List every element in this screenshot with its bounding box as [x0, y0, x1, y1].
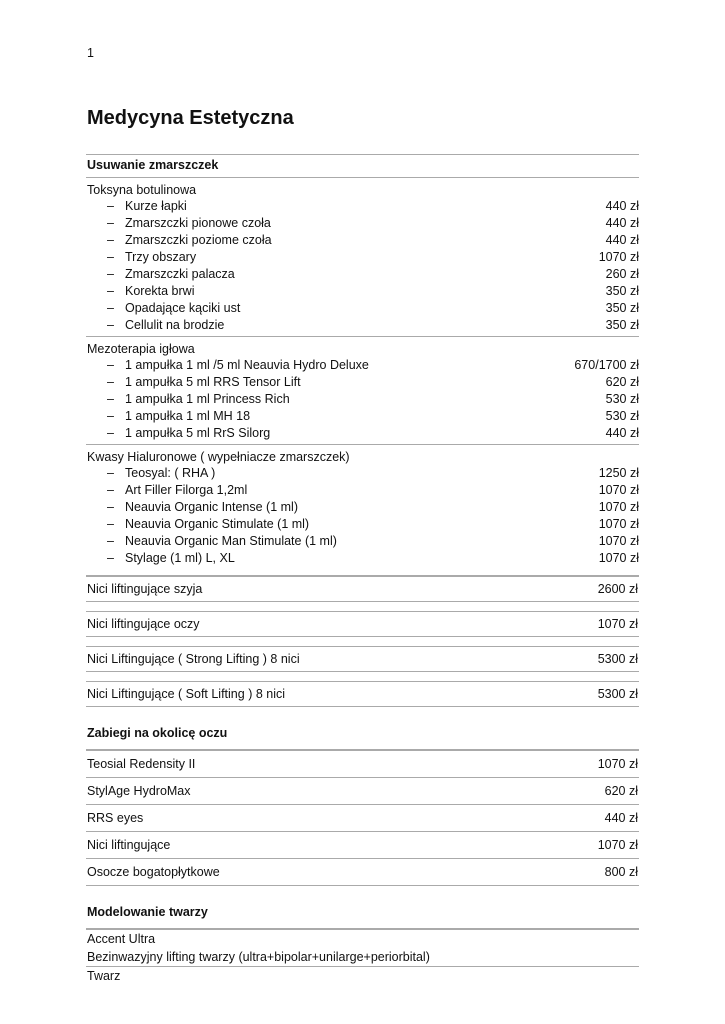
- dash-bullet-icon: –: [107, 466, 114, 480]
- item-label: Kurze łapki: [125, 199, 187, 213]
- row-price: 1070 zł: [597, 838, 638, 852]
- row-label: Nici liftingujące oczy: [87, 617, 200, 631]
- item-label: Zmarszczki palacza: [125, 267, 235, 281]
- row-spacer: [86, 602, 639, 612]
- row-price: 1070 zł: [597, 757, 638, 771]
- list-item: [86, 249, 639, 266]
- item-price: 350 zł: [605, 301, 639, 315]
- row-label: RRS eyes: [87, 811, 144, 825]
- dash-bullet-icon: –: [107, 216, 114, 230]
- list-item: [86, 516, 639, 533]
- list-item: [86, 215, 639, 232]
- section-heading-wrinkles: Usuwanie zmarszczek: [86, 154, 639, 178]
- dash-bullet-icon: –: [107, 517, 114, 531]
- list-item: [86, 425, 639, 442]
- list-item: [86, 266, 639, 283]
- group-hyaluronic: [86, 445, 639, 576]
- face-line: Accent Ultra: [87, 932, 156, 946]
- dash-bullet-icon: –: [107, 318, 114, 332]
- list-item: [86, 317, 639, 334]
- price-row: [86, 805, 639, 832]
- group-title: Kwasy Hialuronowe ( wypełniacze zmarszczek): [87, 450, 350, 464]
- group-mesotherapy: [86, 337, 639, 445]
- item-label: 1 ampułka 5 ml RrS Silorg: [125, 426, 271, 440]
- item-price: 620 zł: [605, 375, 639, 389]
- item-label: 1 ampułka 1 ml MH 18: [125, 409, 251, 423]
- list-item: [86, 198, 639, 215]
- dash-bullet-icon: –: [107, 284, 114, 298]
- price-list: [86, 154, 639, 985]
- item-price: 440 zł: [605, 199, 639, 213]
- dash-bullet-icon: –: [107, 301, 114, 315]
- item-price: 1070 zł: [598, 483, 639, 497]
- list-item: [86, 357, 639, 374]
- list-item: [86, 300, 639, 317]
- dash-bullet-icon: –: [107, 483, 114, 497]
- dash-bullet-icon: –: [107, 551, 114, 565]
- item-label: 1 ampułka 1 ml Princess Rich: [125, 392, 290, 406]
- row-price: 440 zł: [604, 811, 638, 825]
- item-label: Cellulit na brodzie: [125, 318, 225, 332]
- dash-bullet-icon: –: [107, 250, 114, 264]
- item-price: 1070 zł: [598, 250, 639, 264]
- item-price: 260 zł: [605, 267, 639, 281]
- eyes-rows: [86, 751, 639, 886]
- item-price: 1250 zł: [598, 466, 639, 480]
- dash-bullet-icon: –: [107, 426, 114, 440]
- item-label: Opadające kąciki ust: [125, 301, 241, 315]
- dash-bullet-icon: –: [107, 534, 114, 548]
- botox-item-list: [86, 198, 639, 334]
- dash-bullet-icon: –: [107, 358, 114, 372]
- list-item: [86, 374, 639, 391]
- dash-bullet-icon: –: [107, 392, 114, 406]
- item-price: 1070 zł: [598, 517, 639, 531]
- price-row: [86, 778, 639, 805]
- row-price: 5300 zł: [597, 687, 638, 701]
- group-title: Toksyna botulinowa: [87, 183, 197, 197]
- item-label: Korekta brwi: [125, 284, 195, 298]
- list-item: [86, 499, 639, 516]
- item-label: Neauvia Organic Intense (1 ml): [125, 500, 298, 514]
- row-spacer: [86, 672, 639, 682]
- item-label: Zmarszczki poziome czoła: [125, 233, 272, 247]
- price-row: [86, 859, 639, 886]
- price-row: [86, 612, 639, 637]
- item-label: 1 ampułka 5 ml RRS Tensor Lift: [125, 375, 301, 389]
- section-heading-face: Modelowanie twarzy: [86, 902, 639, 929]
- face-line: Bezinwazyjny lifting twarzy (ultra+bipolar+unilarge+periorbital): [86, 948, 639, 967]
- row-label: Nici liftingujące szyja: [87, 582, 203, 596]
- item-label: 1 ampułka 1 ml /5 ml Neauvia Hydro Deluxe: [125, 358, 369, 372]
- item-price: 350 zł: [605, 318, 639, 332]
- item-label: Teosyal: ( RHA ): [125, 466, 216, 480]
- item-price: 440 zł: [605, 216, 639, 230]
- dash-bullet-icon: –: [107, 199, 114, 213]
- item-price: 670/1700 zł: [574, 358, 639, 372]
- page-number: 1: [87, 46, 94, 60]
- list-item: [86, 232, 639, 249]
- item-label: Art Filler Filorga 1,2ml: [125, 483, 248, 497]
- dash-bullet-icon: –: [107, 409, 114, 423]
- row-price: 2600 zł: [597, 582, 638, 596]
- row-spacer: [86, 637, 639, 647]
- price-row: [86, 647, 639, 672]
- row-price: 620 zł: [604, 784, 638, 798]
- row-label: Osocze bogatopłytkowe: [87, 865, 220, 879]
- item-price: 440 zł: [605, 233, 639, 247]
- price-row: [86, 832, 639, 859]
- dash-bullet-icon: –: [107, 500, 114, 514]
- meso-item-list: [86, 357, 639, 442]
- row-label: Teosial Redensity II: [87, 757, 196, 771]
- row-price: 5300 zł: [597, 652, 638, 666]
- dash-bullet-icon: –: [107, 233, 114, 247]
- item-price: 440 zł: [605, 426, 639, 440]
- item-price: 1070 zł: [598, 500, 639, 514]
- item-label: Trzy obszary: [125, 250, 197, 264]
- item-price: 1070 zł: [598, 551, 639, 565]
- hyaluronic-item-list: [86, 465, 639, 567]
- threads-rows: [86, 576, 639, 707]
- row-label: Nici liftingujące: [87, 838, 171, 852]
- row-price: 800 zł: [604, 865, 638, 879]
- item-label: Neauvia Organic Stimulate (1 ml): [125, 517, 310, 531]
- face-line: Twarz: [87, 969, 121, 983]
- item-label: Zmarszczki pionowe czoła: [125, 216, 271, 230]
- group-botox: [86, 178, 639, 337]
- item-price: 530 zł: [605, 409, 639, 423]
- list-item: [86, 408, 639, 425]
- list-item: [86, 533, 639, 550]
- list-item: [86, 482, 639, 499]
- item-label: Neauvia Organic Man Stimulate (1 ml): [125, 534, 337, 548]
- price-row: [86, 576, 639, 602]
- list-item: [86, 550, 639, 567]
- group-title: Mezoterapia igłowa: [87, 342, 195, 356]
- face-lines: [86, 930, 639, 985]
- dash-bullet-icon: –: [107, 375, 114, 389]
- dash-bullet-icon: –: [107, 267, 114, 281]
- item-label: Stylage (1 ml) L, XL: [125, 551, 235, 565]
- row-label: Nici Liftingujące ( Soft Lifting ) 8 nici: [87, 687, 286, 701]
- list-item: [86, 465, 639, 482]
- page-title: Medycyna Estetyczna: [87, 107, 294, 129]
- list-item: [86, 391, 639, 408]
- item-price: 350 zł: [605, 284, 639, 298]
- row-label: Nici Liftingujące ( Strong Lifting ) 8 nici: [87, 652, 300, 666]
- item-price: 530 zł: [605, 392, 639, 406]
- row-label: StylAge HydroMax: [87, 784, 191, 798]
- price-row: [86, 751, 639, 778]
- section-heading-eyes: Zabiegi na okolicę oczu: [86, 723, 639, 750]
- price-row: [86, 682, 639, 707]
- list-item: [86, 283, 639, 300]
- row-price: 1070 zł: [597, 617, 638, 631]
- item-price: 1070 zł: [598, 534, 639, 548]
